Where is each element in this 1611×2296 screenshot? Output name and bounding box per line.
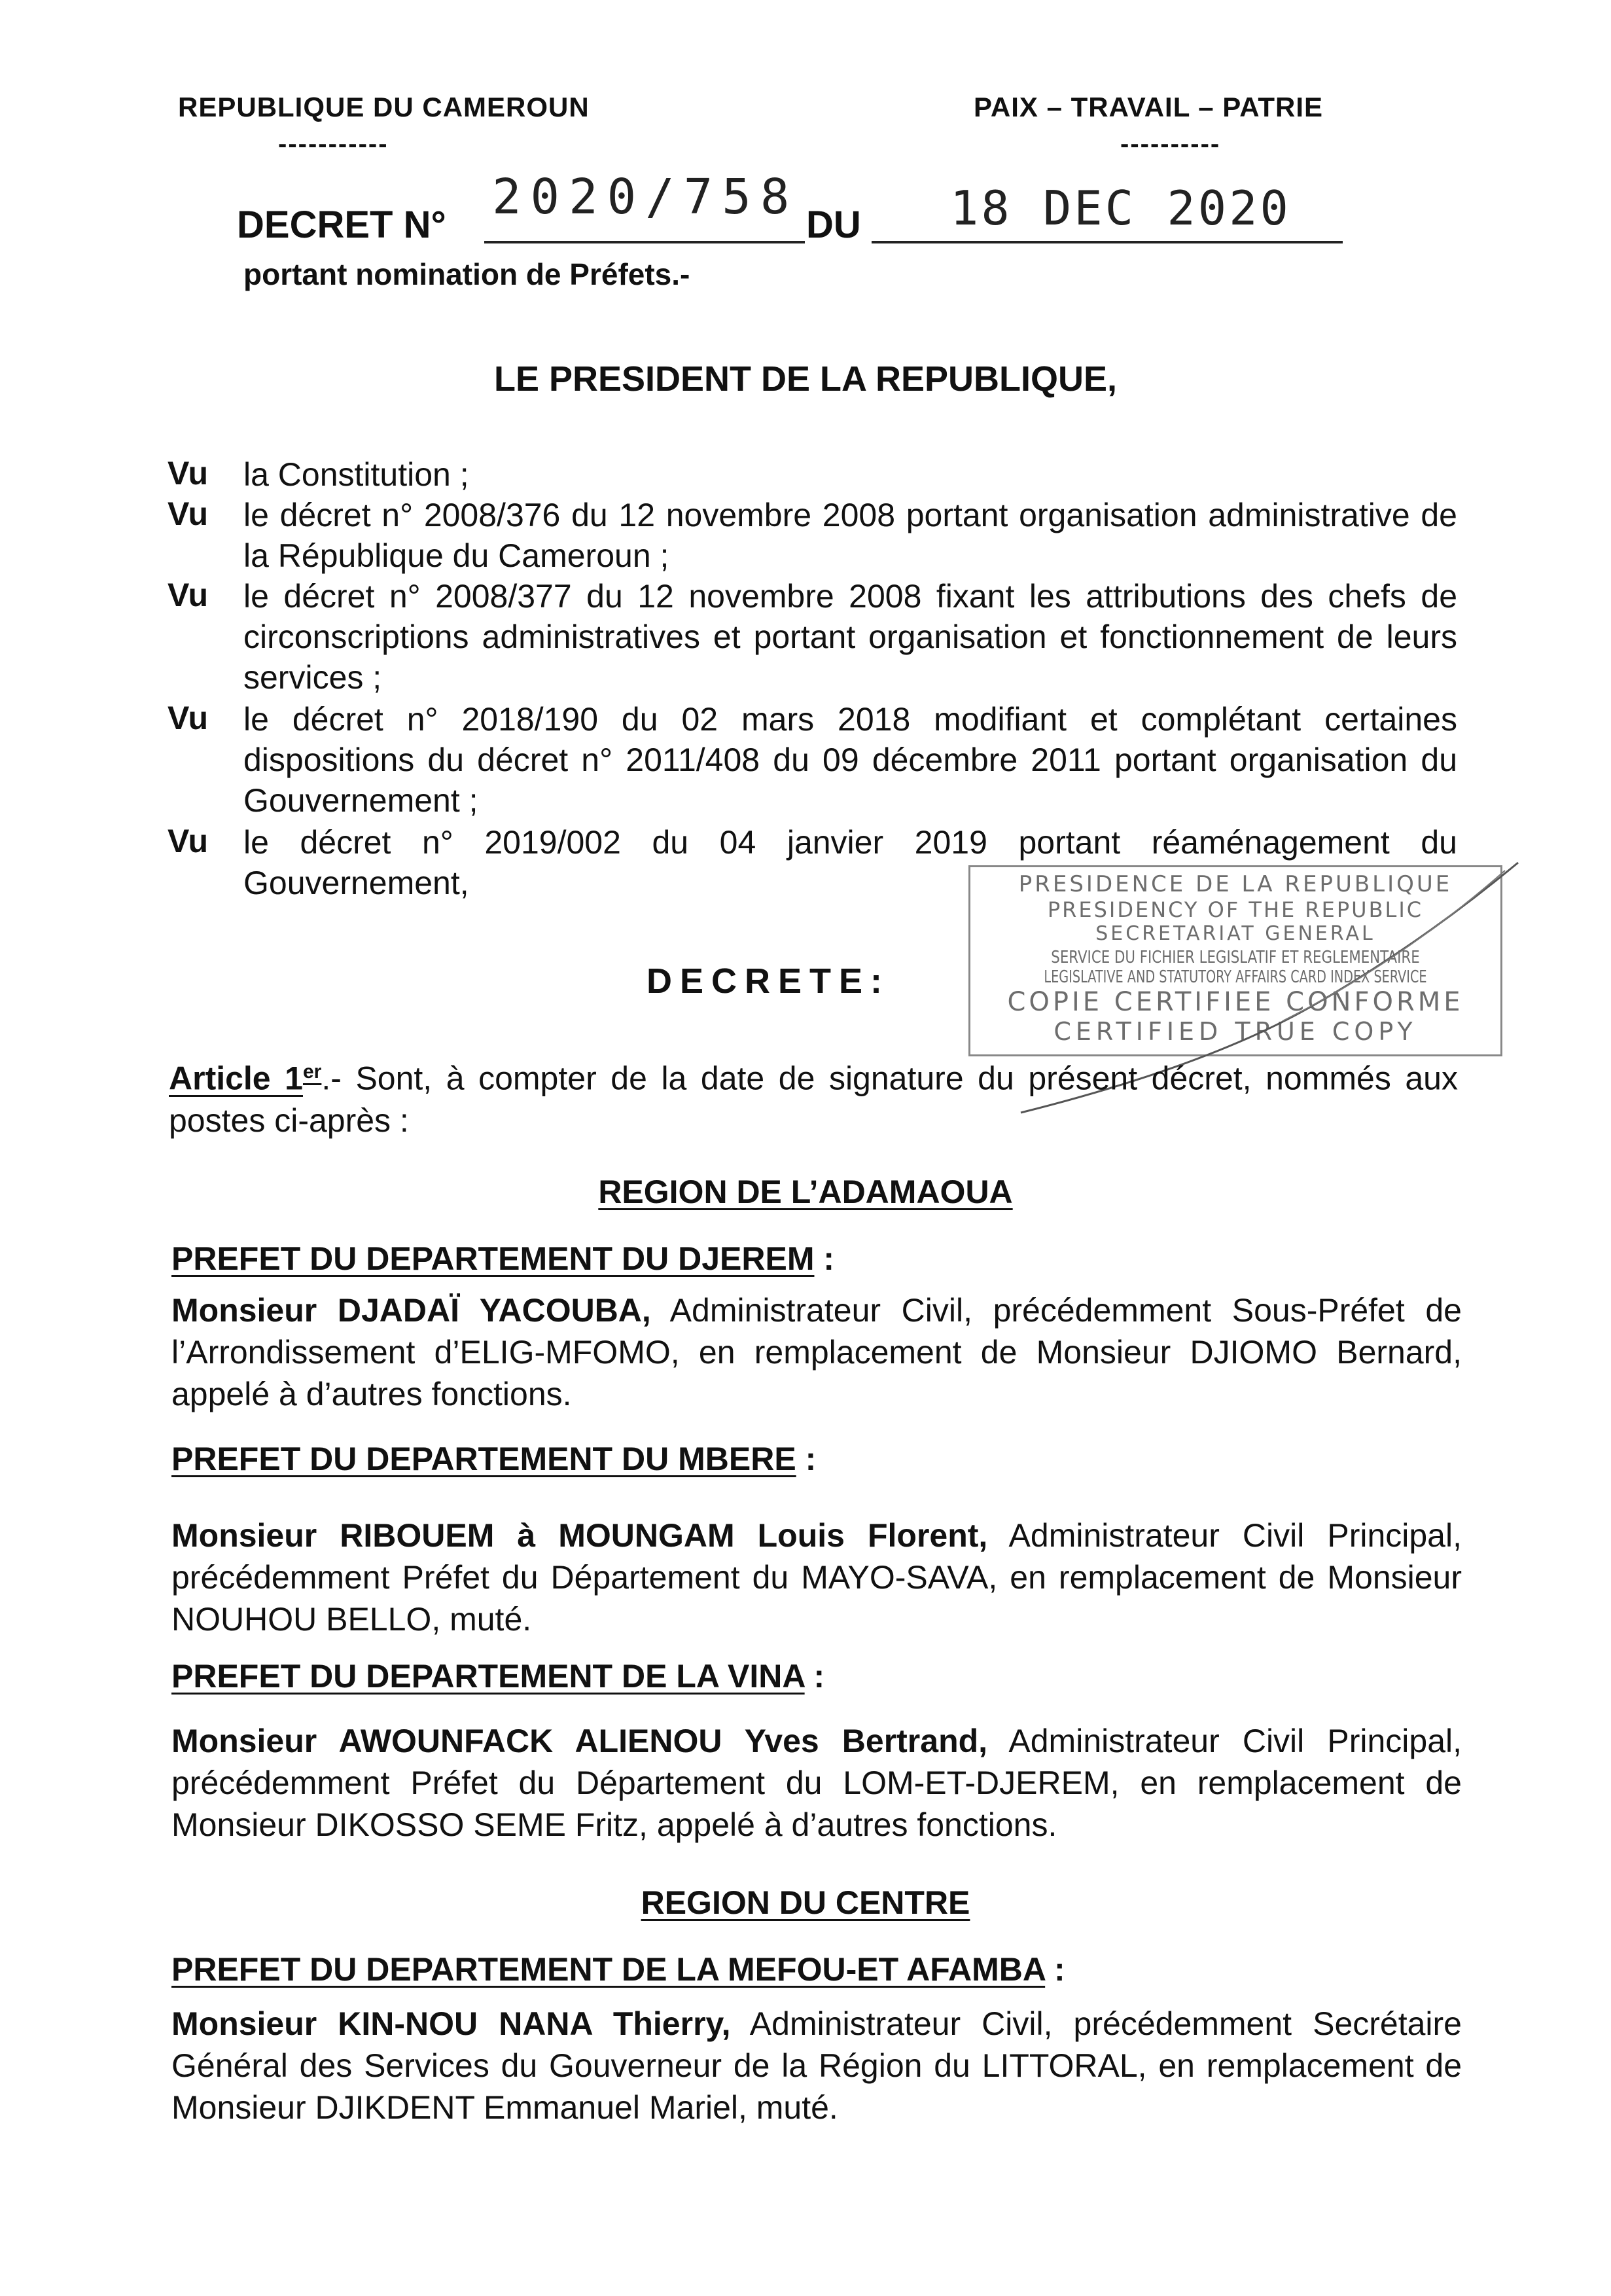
post-title	[171, 1440, 816, 1478]
appointment-details: Administrateur Civil, précédemment Secrétaire Général des Services du Gouverneur de la Région du LITTORAL, en remplacement de Monsieur DJIKDENT Emmanuel Mariel, muté.	[171, 2005, 1462, 2126]
stamp-line: LEGISLATIVE AND STATUTORY AFFAIRS CARD INDEX SERVICE	[1044, 967, 1427, 987]
post-title-colon: :	[1045, 1951, 1065, 1988]
vu-item: le décret n° 2008/376 du 12 novembre 2008 portant organisation administrative de la République du Cameroun ;	[243, 497, 1457, 574]
decree-subject: portant nomination de Préfets.-	[243, 257, 690, 291]
post-title	[171, 1657, 824, 1695]
decree-du-label: DU	[806, 204, 861, 246]
vu-label: Vu	[168, 577, 209, 613]
vu-item: le décret n° 2018/190 du 02 mars 2018 modifiant et complétant certaines dispositions du décret n° 2011/408 du 09 décembre 2011 portant organisation du Gouvernement ;	[243, 701, 1457, 819]
vu-label: Vu	[168, 823, 209, 859]
header-left-divider: -----------	[278, 130, 389, 158]
president-title: LE PRESIDENT DE LA REPUBLIQUE,	[493, 359, 1118, 399]
post-title-colon: :	[796, 1441, 817, 1477]
appointment-paragraph	[171, 2003, 1462, 2128]
vu-item: le décret n° 2008/377 du 12 novembre 2008 fixant les attributions des chefs de circonscriptions administratives et portant organisation et fonctionnement de leurs services ;	[243, 578, 1457, 696]
post-title-text: PREFET DU DEPARTEMENT DE LA VINA	[171, 1658, 805, 1695]
vu-item: le décret n° 2019/002 du 04 janvier 2019 portant réaménagement du Gouvernement,	[243, 824, 1457, 901]
appointee-name: Monsieur AWOUNFACK ALIENOU Yves Bertrand,	[171, 1723, 988, 1759]
appointment-paragraph	[171, 1515, 1462, 1640]
decree-number: 2020/758	[492, 169, 799, 225]
post-title-text: PREFET DU DEPARTEMENT DU MBERE	[171, 1441, 796, 1477]
article-label: Article 1	[169, 1060, 303, 1097]
post-title	[171, 1240, 834, 1278]
header-right-divider: ----------	[1120, 130, 1221, 158]
article-1	[169, 1051, 1458, 1141]
post-title	[171, 1950, 1065, 1988]
appointee-name: Monsieur KIN-NOU NANA Thierry,	[171, 2005, 731, 2042]
appointment-paragraph	[171, 1289, 1462, 1415]
appointment-details: Administrateur Civil, précédemment Sous-Préfet de l’Arrondissement d’ELIG-MFOMO, en remplacement de Monsieur DJIOMO Bernard, appelé à d’autres fonctions.	[171, 1292, 1462, 1412]
article-text: .- Sont, à compter de la date de signature du présent décret, nommés aux postes ci-après :	[169, 1060, 1458, 1139]
post-title-colon: :	[814, 1240, 835, 1277]
decree-number-field	[484, 160, 805, 243]
vu-label: Vu	[168, 495, 209, 532]
stamp-line: PRESIDENCE DE LA REPUBLIQUE	[1018, 871, 1453, 897]
vu-item: la Constitution ;	[243, 456, 469, 493]
vu-label: Vu	[168, 700, 209, 736]
republic-name: REPUBLIQUE DU CAMEROUN	[178, 92, 590, 122]
article-sup: er	[302, 1061, 322, 1083]
stamp-line: PRESIDENCY OF THE REPUBLIC	[1047, 897, 1424, 922]
appointee-name: Monsieur DJADAÏ YACOUBA,	[171, 1292, 651, 1329]
appointment-details: Administrateur Civil Principal, précédemment Préfet du Département du LOM-ET-DJEREM, en remplacement de Monsieur DIKOSSO SEME Fritz, appelé à d’autres fonctions.	[171, 1723, 1462, 1843]
stamp-line: SECRETARIAT GENERAL	[1095, 922, 1375, 945]
region-heading	[0, 1173, 1611, 1211]
decree-date: 18 DEC 2020	[950, 181, 1291, 236]
appointment-paragraph	[171, 1720, 1462, 1846]
post-title-colon: :	[804, 1658, 825, 1695]
decree-date-field	[872, 177, 1343, 243]
stamp-line: COPIE CERTIFIEE CONFORME	[1007, 987, 1464, 1017]
region-name: REGION DE L’ADAMAOUA	[598, 1174, 1013, 1210]
decrete-heading: DECRETE:	[646, 961, 891, 1001]
stamp-line: SERVICE DU FICHIER LEGISLATIF ET REGLEMENTAIRE	[1051, 948, 1420, 967]
appointee-name: Monsieur RIBOUEM à MOUNGAM Louis Florent,	[171, 1517, 988, 1554]
stamp-line: CERTIFIED TRUE COPY	[1053, 1017, 1417, 1046]
national-motto: PAIX – TRAVAIL – PATRIE	[974, 92, 1324, 122]
region-heading	[0, 1884, 1611, 1922]
post-title-text: PREFET DU DEPARTEMENT DE LA MEFOU-ET AFAMBA	[171, 1951, 1046, 1988]
appointment-details: Administrateur Civil Principal, précédemment Préfet du Département du MAYO-SAVA, en remplacement de Monsieur NOUHOU BELLO, muté.	[171, 1517, 1462, 1638]
decree-label: DECRET N°	[237, 204, 446, 246]
region-name: REGION DU CENTRE	[641, 1884, 970, 1921]
post-title-text: PREFET DU DEPARTEMENT DU DJEREM	[171, 1240, 815, 1277]
vu-label: Vu	[168, 455, 209, 492]
